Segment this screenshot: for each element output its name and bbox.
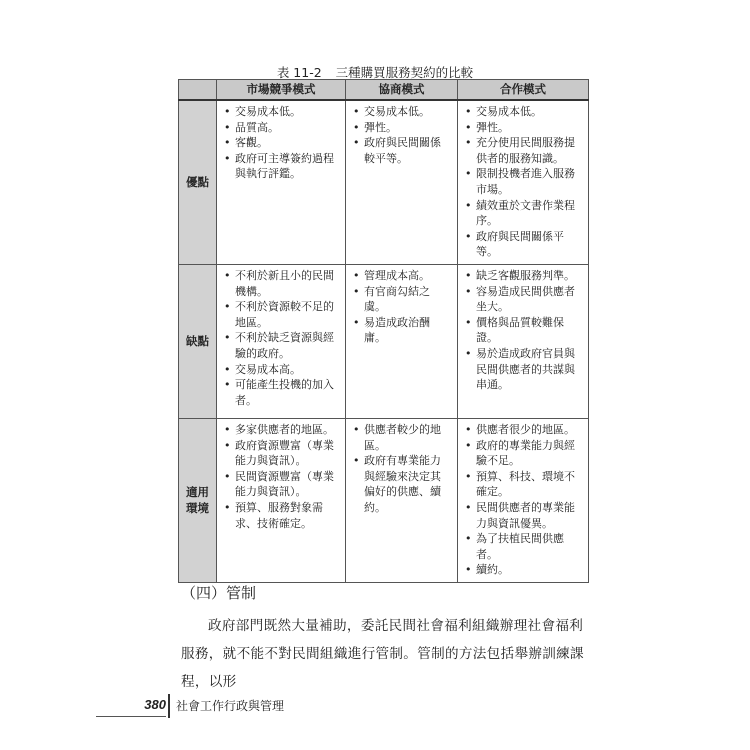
table-cell <box>217 264 346 418</box>
bullet-list <box>464 422 582 578</box>
list-item: • 續約。 <box>464 562 582 578</box>
table-row <box>179 264 589 418</box>
table-cell <box>458 100 589 264</box>
list-item: • 管理成本高。 <box>352 268 451 284</box>
column-header: 合作模式 <box>458 80 589 101</box>
table-cell <box>346 264 458 418</box>
list-item: • 有官商勾結之虞。 <box>352 284 451 315</box>
bullet-list <box>352 268 451 346</box>
list-item: • 交易成本高。 <box>223 362 339 378</box>
list-item: • 不利於新且小的民間機構。 <box>223 268 339 299</box>
table-row <box>179 418 589 582</box>
list-item: • 供應者很少的地區。 <box>464 422 582 438</box>
table-number: 表 11-2 <box>276 65 322 80</box>
list-item: • 易造成政治酬庸。 <box>352 315 451 346</box>
list-item: • 不利於缺乏資源與經驗的政府。 <box>223 330 339 361</box>
list-item: • 政府可主導簽約過程與執行評鑑。 <box>223 151 339 182</box>
bullet-list <box>464 268 582 393</box>
list-item: • 政府有專業能力與經驗來決定其偏好的供應、續約。 <box>352 453 451 515</box>
table-cell <box>346 418 458 582</box>
column-header: 市場競爭模式 <box>217 80 346 101</box>
list-item: • 為了扶植民間供應者。 <box>464 531 582 562</box>
list-item: • 容易造成民間供應者坐大。 <box>464 284 582 315</box>
list-item: • 可能產生投機的加入者。 <box>223 377 339 408</box>
row-header: 缺點 <box>179 264 217 418</box>
list-item: • 績效重於文書作業程序。 <box>464 198 582 229</box>
list-item: • 品質高。 <box>223 120 339 136</box>
header-corner-cell <box>179 80 217 101</box>
footer-divider <box>168 694 170 718</box>
list-item: • 易於造成政府官員與民間供應者的共謀與串通。 <box>464 346 582 393</box>
bullet-list <box>352 104 451 166</box>
list-item: • 政府與民間關係較平等。 <box>352 135 451 166</box>
list-item: • 彈性。 <box>464 120 582 136</box>
table-header-row <box>179 80 589 101</box>
bullet-list <box>464 104 582 260</box>
table-cell <box>217 100 346 264</box>
bullet-list <box>223 104 339 182</box>
body-paragraph: 政府部門既然大量補助，委託民間社會福利組織辦理社會福利服務，就不能不對民間組織進行管制。管制的方法包括舉辦訓練課程，以形 <box>181 618 584 690</box>
running-footer-title: 社會工作行政與管理 <box>176 699 285 713</box>
list-item: • 充分使用民間服務提供者的服務知識。 <box>464 135 582 166</box>
list-item: • 政府與民間關係平等。 <box>464 229 582 260</box>
bullet-list <box>223 268 339 408</box>
list-item: • 交易成本低。 <box>223 104 339 120</box>
list-item: • 供應者較少的地區。 <box>352 422 451 453</box>
list-item: • 預算、服務對象需求、技術確定。 <box>223 500 339 531</box>
list-item: • 不利於資源較不足的地區。 <box>223 299 339 330</box>
list-item: • 民間資源豐富（專業能力與資訊）。 <box>223 469 339 500</box>
table-row <box>179 100 589 264</box>
list-item: • 缺乏客觀服務判準。 <box>464 268 582 284</box>
list-item: • 限制投機者進入服務市場。 <box>464 166 582 197</box>
list-item: • 預算、科技、環境不確定。 <box>464 469 582 500</box>
list-item: • 政府的專業能力與經驗不足。 <box>464 438 582 469</box>
list-item: • 交易成本低。 <box>352 104 451 120</box>
section-heading: （四）管制 <box>181 584 257 602</box>
table-cell <box>346 100 458 264</box>
list-item: • 交易成本低。 <box>464 104 582 120</box>
list-item: • 政府資源豐富（專業能力與資訊）。 <box>223 438 339 469</box>
list-item: • 客觀。 <box>223 135 339 151</box>
list-item: • 價格與品質較難保證。 <box>464 315 582 346</box>
table-cell <box>458 264 589 418</box>
comparison-table <box>178 79 589 583</box>
list-item: • 多家供應者的地區。 <box>223 422 339 438</box>
list-item: • 彈性。 <box>352 120 451 136</box>
list-item: • 民間供應者的專業能力與資訊優異。 <box>464 500 582 531</box>
row-header: 優點 <box>179 100 217 264</box>
row-header: 適用 環境 <box>179 418 217 582</box>
table-cell <box>458 418 589 582</box>
page-number: 380 <box>96 694 166 717</box>
column-header: 協商模式 <box>346 80 458 101</box>
bullet-list <box>223 422 339 531</box>
table-cell <box>217 418 346 582</box>
table-title: 三種購買服務契約的比較 <box>335 65 474 80</box>
bullet-list <box>352 422 451 516</box>
